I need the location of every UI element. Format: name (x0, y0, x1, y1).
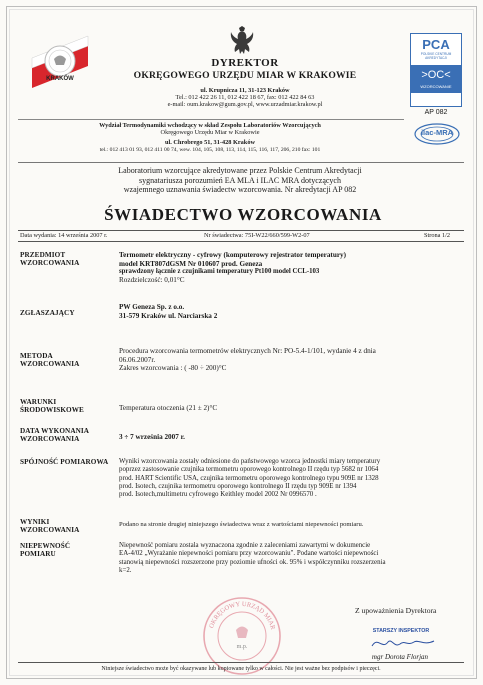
oum-logo (30, 32, 90, 94)
lab-line-2: sygnatariusza porozumień EA MLA i ILAC MRA dotyczących (139, 175, 341, 185)
pca-title: PCA (422, 37, 450, 52)
row-item (20, 303, 466, 329)
row-item (20, 542, 466, 588)
page-number: Strona 1/2 (424, 232, 451, 239)
pca-badge (410, 33, 462, 107)
row-item (20, 398, 466, 420)
dept-line-3: ul. Chrobrego 51, 31-428 Kraków (164, 139, 256, 147)
row-value-line: stanowią niepewności rozszerzone przy poziomie ufności ok. 95% i współczynniku rozszerzenia (119, 558, 386, 566)
row-value-line: sprawdzony łącznie z czujnikami temperatury Pt100 model CCL-103 (119, 268, 320, 276)
signer-role: STARSZY INSPEKTOR (372, 628, 430, 634)
row-value-line: prod. HART Scientific USA, czujnika termometru oporowego kontrolnego typu 909E nr 1328 (119, 474, 379, 482)
row-label-line: SPÓJNOŚĆ POMIAROWA (20, 458, 109, 466)
row-value-line: Termometr elektryczny - cyfrowy (komputerowy rejestrator temperatury) (119, 251, 346, 259)
lab-line-3: wzajemnego uznawania świadectw wzorcowania. Nr akredytacji AP 082 (123, 185, 357, 195)
row-value-line: Procedura wzorcowania termometrów elektrycznych Nr: PO-5.4-1/101, wydanie 4 z dnia (119, 347, 376, 355)
divider-3 (18, 230, 464, 231)
row-value-line: poprzez zastosowanie czujnika termometru oporowego kontrolnego II rzędu typ 5682 nr 1064 (119, 466, 379, 474)
row-item (20, 458, 466, 510)
ilac-logo (413, 121, 461, 147)
row-value-line: Temperatura otoczenia (21 ± 2)°C (119, 404, 218, 412)
row-value-line: prod. Isotech, czujnika termometru oporowego kontrolnego II rzędu typ 909E nr 1394 (119, 482, 357, 490)
row-value-line: model KRT807dGSM Nr 010607 prod. Geneza (119, 259, 263, 268)
ilac-label: ilac-MRA (420, 128, 454, 137)
pca-ap-number: AP 082 (424, 109, 448, 116)
pca-subtitle: POLSKIE CENTRUM AKREDYTACJI (420, 52, 452, 60)
row-value-line: Podano na stronie drugiej niniejszego świadectwa wraz z wartościami niepewności pomiaru. (119, 521, 364, 528)
divider-1 (18, 119, 404, 120)
row-value-line: k=2. (119, 566, 132, 574)
row-value-line: Zakres wzorcowania : ( -80 ÷ 200)°C (119, 364, 227, 373)
row-label-line: ŚRODOWISKOWE (20, 406, 84, 415)
dept-line-1: Wydział Termodynamiki wchodzący w skład Zespołu Laboratoriów Wzorcujących (99, 122, 321, 129)
row-value-line: prod. Isotech,multimetru cyfrowego Keithley model 2002 Nr 0996570 . (119, 491, 317, 499)
row-value-line: Wyniki wzorcowania zostały odniesione do państwowego wzorca jednostki miary temperatury (119, 458, 381, 465)
signature-icon (368, 634, 438, 652)
row-item (20, 347, 466, 381)
row-item (20, 251, 466, 301)
row-value-line: EA-4/02 „Wyrażanie niepewności pomiaru przy wzorcowaniu". Podane wartości niepewności (119, 550, 379, 558)
footer-note: Niniejsze świadectwo może być okazywane lub kopiowane tylko w całości. Nie jest ważne bez podpisów i pieczęci. (101, 666, 381, 672)
seal-arc-text: OKRĘGOWY URZĄD MIAR (208, 600, 277, 631)
row-item (20, 518, 466, 540)
row-label-line: WYNIKI (20, 518, 50, 526)
eagle-icon (229, 26, 255, 56)
row-label-line: POMIARU (20, 550, 56, 559)
lab-line-1: Laboratorium wzorcujące akredytowane przez Polskie Centrum Akredytacji (118, 166, 362, 175)
header-address: ul. Krupnicza 11, 31-123 Kraków (200, 86, 290, 94)
logo-city: KRAKÓW (46, 76, 74, 82)
pca-caption: WZORCOWANIE (420, 84, 452, 89)
row-label-line: PRZEDMIOT (20, 251, 66, 259)
row-label-line: WARUNKI (20, 398, 57, 406)
row-label-line: DATA WYKONANIA (20, 427, 90, 435)
pca-mark-icon: >OC< (421, 69, 451, 81)
seal-mp: m.p. (236, 644, 248, 650)
row-label-line: WZORCOWANIA (20, 259, 80, 268)
dept-line-2: Okręgowego Urzędu Miar w Krakowie (160, 129, 260, 137)
authorized-label: Z upoważnienia Dyrektora (355, 606, 437, 615)
divider-footer (18, 662, 464, 663)
row-label-line: WZORCOWANIA (20, 360, 80, 369)
row-label-line: WZORCOWANIA (20, 435, 80, 444)
row-value-line: 06.06.2007r. (119, 355, 156, 364)
row-label-line: WZORCOWANIA (20, 526, 80, 535)
document-heading: ŚWIADECTWO WZORCOWANIA (104, 205, 382, 224)
header-email: e-mail: oum.krakow@gum.gov.pl, www.urzadmiar.krakow.pl (167, 101, 323, 109)
issue-date: Data wydania: 14 września 2007 r. (20, 232, 108, 239)
row-label-line: METODA (20, 352, 53, 360)
header-title: DYREKTOR (211, 57, 279, 69)
row-value-line: 3 ÷ 7 września 2007 r. (119, 433, 185, 441)
row-value-line: PW Geneza Sp. z o.o. (119, 303, 185, 311)
divider-4 (18, 241, 464, 242)
flag-stamp-icon (30, 32, 90, 94)
row-value-line: 31-579 Kraków ul. Narciarska 2 (119, 311, 218, 320)
row-item (20, 427, 466, 449)
row-label-line: ZGŁASZAJĄCY (20, 309, 75, 317)
header-office: OKRĘGOWEGO URZĘDU MIAR W KRAKOWIE (133, 69, 357, 81)
row-label-line: NIEPEWNOŚĆ (20, 542, 71, 550)
row-value-line: Niepewność pomiaru zostala wyznaczona zgodnie z zaleceniami zawartymi w dokumencie (119, 542, 371, 549)
row-value-line: Rozdzielczość: 0,01°C (119, 276, 185, 285)
signer-name: mgr Dorota Florjan (371, 653, 429, 661)
divider-2 (18, 162, 464, 163)
certificate-number: Nr świadectwa: 75I-W22/660/599-W2-07 (204, 232, 310, 239)
header-phone: Tel.: 012 422 26 11, 012 422 18 67, fax: 012 422 84 63 (175, 93, 315, 101)
eagle-emblem (229, 26, 255, 56)
dept-line-4: tel.: 012 413 01 93, 012 411 00 74, wew. 104, 105, 108, 113, 114, 115, 116, 117, 206, 210 fax: 101 (99, 146, 321, 153)
